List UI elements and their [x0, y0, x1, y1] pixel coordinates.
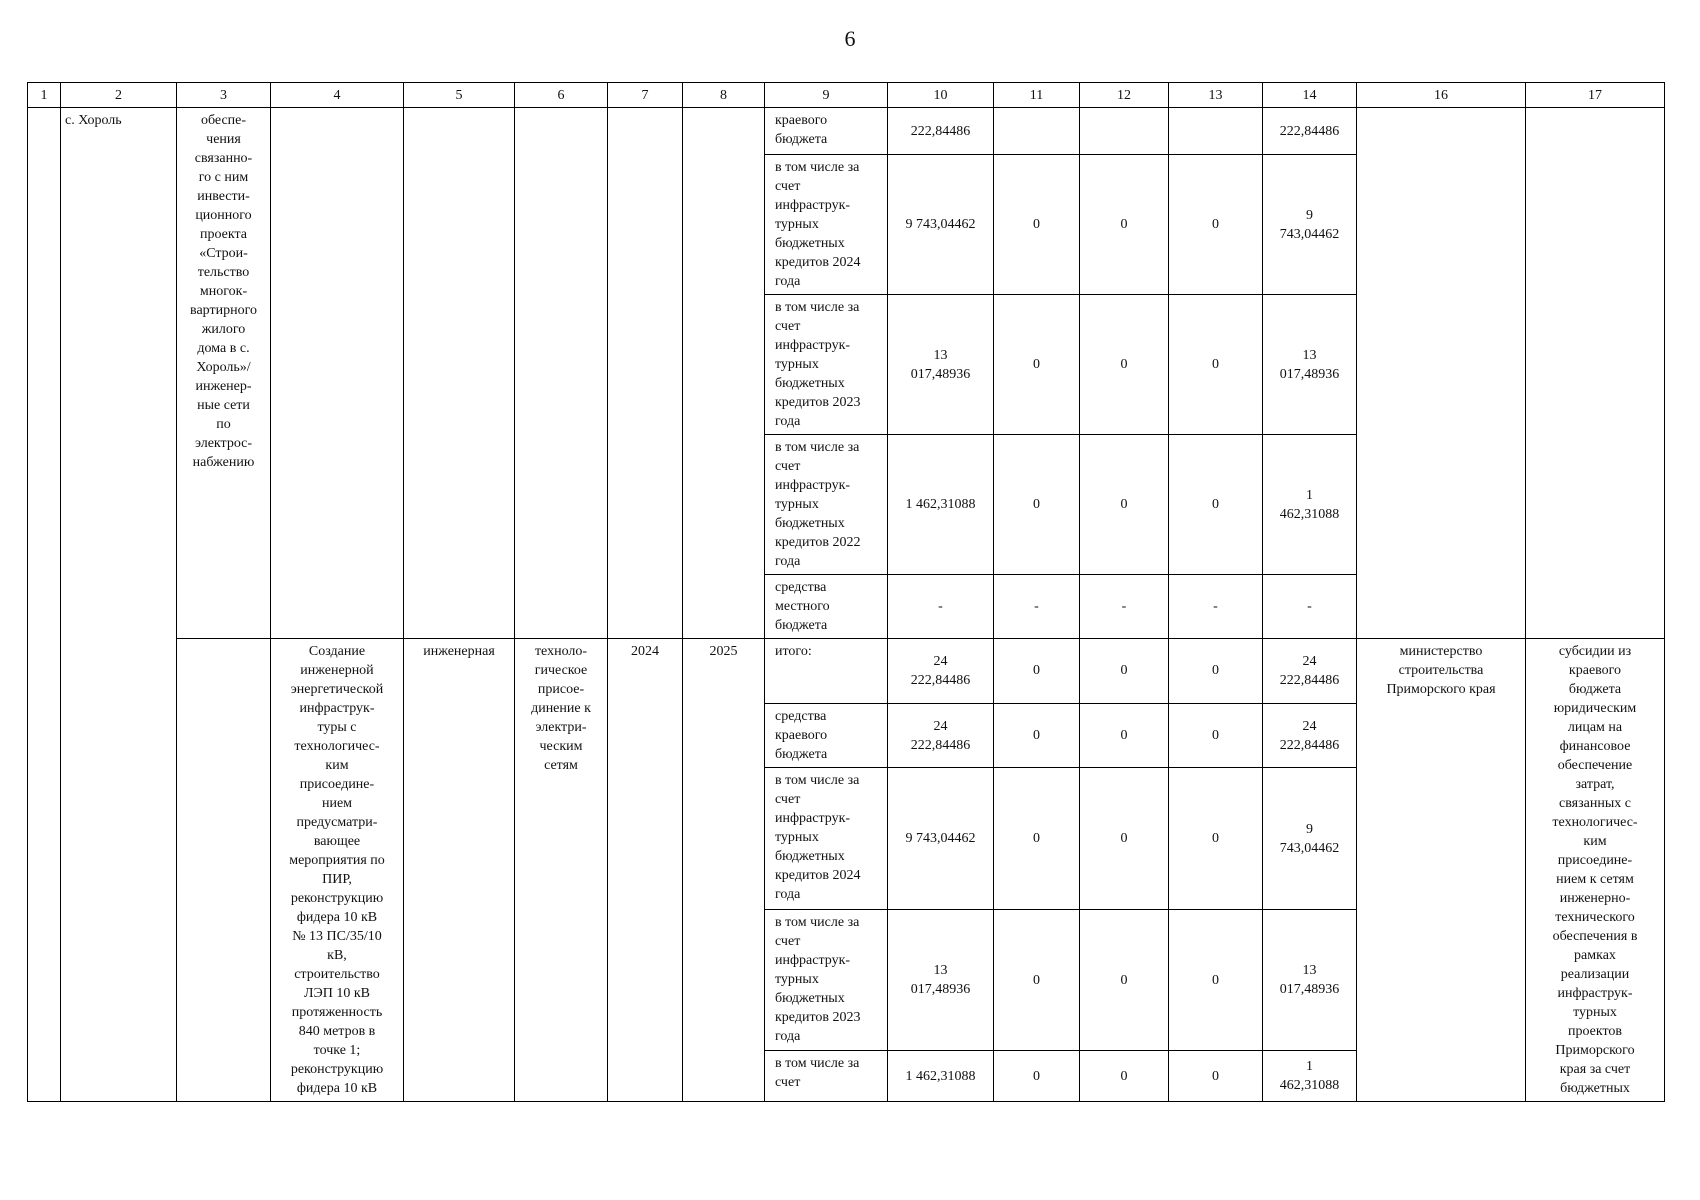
funding-source-cell: в том числе за счет инфраструк- турных бюджетных кредитов 2022 года [765, 435, 888, 575]
settlement-cell: с. Хороль [61, 108, 177, 1102]
funding-source-cell: в том числе за счет инфраструк- турных бюджетных кредитов 2024 года [765, 768, 888, 910]
value-cell-c11: 0 [994, 768, 1080, 910]
header-cell: 3 [177, 83, 271, 108]
header-cell: 6 [515, 83, 608, 108]
responsible-ministry-cell: министерство строительства Приморского края [1357, 639, 1526, 1102]
value-cell-c11: 0 [994, 1051, 1080, 1102]
header-cell: 4 [271, 83, 404, 108]
value-cell-c12: 0 [1080, 155, 1169, 295]
value-cell-c13: 0 [1169, 703, 1263, 768]
value-cell-c10: - [888, 575, 994, 639]
value-cell-c14: 9 743,04462 [1263, 155, 1357, 295]
value-cell-c11 [994, 108, 1080, 155]
value-cell-c12: 0 [1080, 295, 1169, 435]
value-cell-c14: 13 017,48936 [1263, 909, 1357, 1051]
value-cell-c11: - [994, 575, 1080, 639]
end-year-cell: 2025 [683, 639, 765, 1102]
funding-note-cell: субсидии из краевого бюджета юридическим лицам на финансовое обеспечение затрат, связанных с технологичес- ким присоедине- нием к сетям инженерно- технического обеспечения в рамках реализации инфраструк- турных проектов Приморского края за счет бюджетных [1526, 639, 1665, 1102]
funding-source-cell: в том числе за счет инфраструк- турных бюджетных кредитов 2023 года [765, 295, 888, 435]
value-cell-c14: 1 462,31088 [1263, 435, 1357, 575]
value-cell-c14: 1 462,31088 [1263, 1051, 1357, 1102]
value-cell-c11: 0 [994, 295, 1080, 435]
infrastructure-type-cell: инженерная [404, 639, 515, 1102]
value-cell-c11: 0 [994, 435, 1080, 575]
header-cell: 7 [608, 83, 683, 108]
value-cell-c14: - [1263, 575, 1357, 639]
col8-cell [683, 108, 765, 639]
value-cell-c11: 0 [994, 703, 1080, 768]
project-description-cell: обеспе- чения связанно- го с ним инвести- ционного проекта «Строи- тельство многок- вартирного жилого дома в с. Хороль»/ инженер- ные сети по электрос- набжению [177, 108, 271, 639]
value-cell-c14: 24 222,84486 [1263, 639, 1357, 704]
value-cell-c10: 24 222,84486 [888, 703, 994, 768]
value-cell-c13: 0 [1169, 768, 1263, 910]
start-year-cell: 2024 [608, 639, 683, 1102]
value-cell-c12: 0 [1080, 1051, 1169, 1102]
header-cell: 9 [765, 83, 888, 108]
program-table [27, 82, 1665, 1102]
header-cell: 11 [994, 83, 1080, 108]
value-cell-c13: - [1169, 575, 1263, 639]
value-cell-c12: 0 [1080, 703, 1169, 768]
header-cell: 17 [1526, 83, 1665, 108]
funding-source-cell: в том числе за счет инфраструк- турных бюджетных кредитов 2023 года [765, 909, 888, 1051]
value-cell-c11: 0 [994, 909, 1080, 1051]
value-cell-c12: 0 [1080, 909, 1169, 1051]
value-cell-c14: 13 017,48936 [1263, 295, 1357, 435]
value-cell-c10: 1 462,31088 [888, 435, 994, 575]
col6-cell [515, 108, 608, 639]
funding-source-cell: в том числе за счет [765, 1051, 888, 1102]
value-cell-c10: 9 743,04462 [888, 155, 994, 295]
funding-source-cell: краевого бюджета [765, 108, 888, 155]
value-cell-c13: 0 [1169, 155, 1263, 295]
value-cell-c13: 0 [1169, 639, 1263, 704]
header-cell: 1 [28, 83, 61, 108]
value-cell-c10: 13 017,48936 [888, 295, 994, 435]
funding-source-cell: итого: [765, 639, 888, 704]
value-cell-c14: 222,84486 [1263, 108, 1357, 155]
table-row [28, 108, 1665, 155]
value-cell-c10: 1 462,31088 [888, 1051, 994, 1102]
value-cell-c13: 0 [1169, 435, 1263, 575]
header-cell: 14 [1263, 83, 1357, 108]
value-cell-c11: 0 [994, 639, 1080, 704]
value-cell-c11: 0 [994, 155, 1080, 295]
col16-cell [1357, 108, 1526, 639]
value-cell-c13: 0 [1169, 909, 1263, 1051]
value-cell-c10: 222,84486 [888, 108, 994, 155]
value-cell-c14: 24 222,84486 [1263, 703, 1357, 768]
value-cell-c10: 24 222,84486 [888, 639, 994, 704]
value-cell-c10: 9 743,04462 [888, 768, 994, 910]
value-cell-c12 [1080, 108, 1169, 155]
page-number: 6 [844, 26, 856, 51]
value-cell-c14: 9 743,04462 [1263, 768, 1357, 910]
col3-cell [177, 639, 271, 1102]
value-cell-c12: - [1080, 575, 1169, 639]
value-cell-c12: 0 [1080, 639, 1169, 704]
connection-type-cell: техноло- гическое присое- динение к электри- ческим сетям [515, 639, 608, 1102]
col7-cell [608, 108, 683, 639]
funding-source-cell: средства местного бюджета [765, 575, 888, 639]
value-cell-c10: 13 017,48936 [888, 909, 994, 1051]
measure-description-cell: Создание инженерной энергетической инфраструк- туры с технологичес- ким присоедине- нием предусматри- вающее мероприятия по ПИР, реконструкцию фидера 10 кВ № 13 ПС/35/10 кВ, строительство ЛЭП 10 кВ протяженность 840 метров в точке 1; реконструкцию фидера 10 кВ [271, 639, 404, 1102]
header-cell: 10 [888, 83, 994, 108]
header-cell: 5 [404, 83, 515, 108]
col17-cell [1526, 108, 1665, 639]
col5-cell [404, 108, 515, 639]
value-cell-c13: 0 [1169, 1051, 1263, 1102]
table-row [28, 639, 1665, 704]
header-cell: 2 [61, 83, 177, 108]
value-cell-c13 [1169, 108, 1263, 155]
funding-source-cell: средства краевого бюджета [765, 703, 888, 768]
header-cell: 12 [1080, 83, 1169, 108]
header-cell: 16 [1357, 83, 1526, 108]
value-cell-c13: 0 [1169, 295, 1263, 435]
value-cell-c12: 0 [1080, 768, 1169, 910]
value-cell-c12: 0 [1080, 435, 1169, 575]
header-row [28, 83, 1665, 108]
col4-cell [271, 108, 404, 639]
header-cell: 8 [683, 83, 765, 108]
funding-source-cell: в том числе за счет инфраструк- турных бюджетных кредитов 2024 года [765, 155, 888, 295]
header-cell: 13 [1169, 83, 1263, 108]
col1-cell [28, 108, 61, 1102]
